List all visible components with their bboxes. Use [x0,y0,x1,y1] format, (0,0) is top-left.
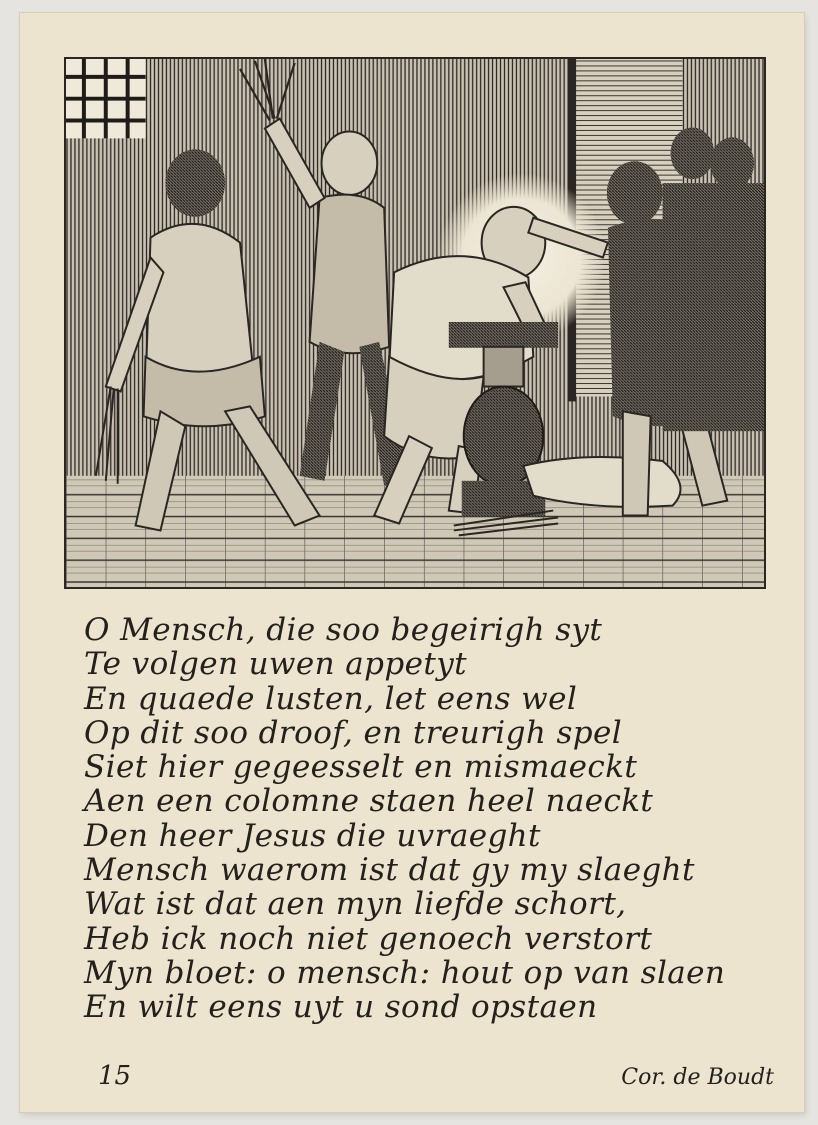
verse-line: O Mensch, die soo begeirigh syt [84,612,603,648]
verse-line: En wilt eens uyt u sond opstaen [84,989,598,1026]
cloth-on-floor [523,457,680,507]
verse-line: Mensch waerom ist dat gy my slaeght [84,852,695,889]
engraving-flagellation [64,57,766,589]
verse-line: Aen een colomne staen heel naeckt [84,783,654,820]
plate-number: 15 [98,1061,132,1091]
engraver-signature: Cor. de Boudt [621,1065,774,1090]
verse-line: Op dit soo droof, en treurigh spel [84,714,623,751]
verse-line: En quaede lusten, let eens wel [84,680,578,717]
verse-line: Heb ick noch niet genoech verstort [84,920,653,957]
verse-line: Wat ist dat aen myn liefde schort, [84,886,627,923]
verse-line: Siet hier gegeesselt en mismaeckt [84,749,638,786]
verse-line: Te volgen uwen appetyt [84,646,467,683]
verse-text [84,613,804,1025]
verse-line: Den heer Jesus die uvraeght [84,817,541,854]
print-sheet [20,13,804,1112]
barred-window [66,59,146,138]
verse-line: Myn bloet: o mensch: hout op van slaen [84,954,726,991]
print-footer [84,1061,774,1097]
engraving-illustration [66,59,764,587]
